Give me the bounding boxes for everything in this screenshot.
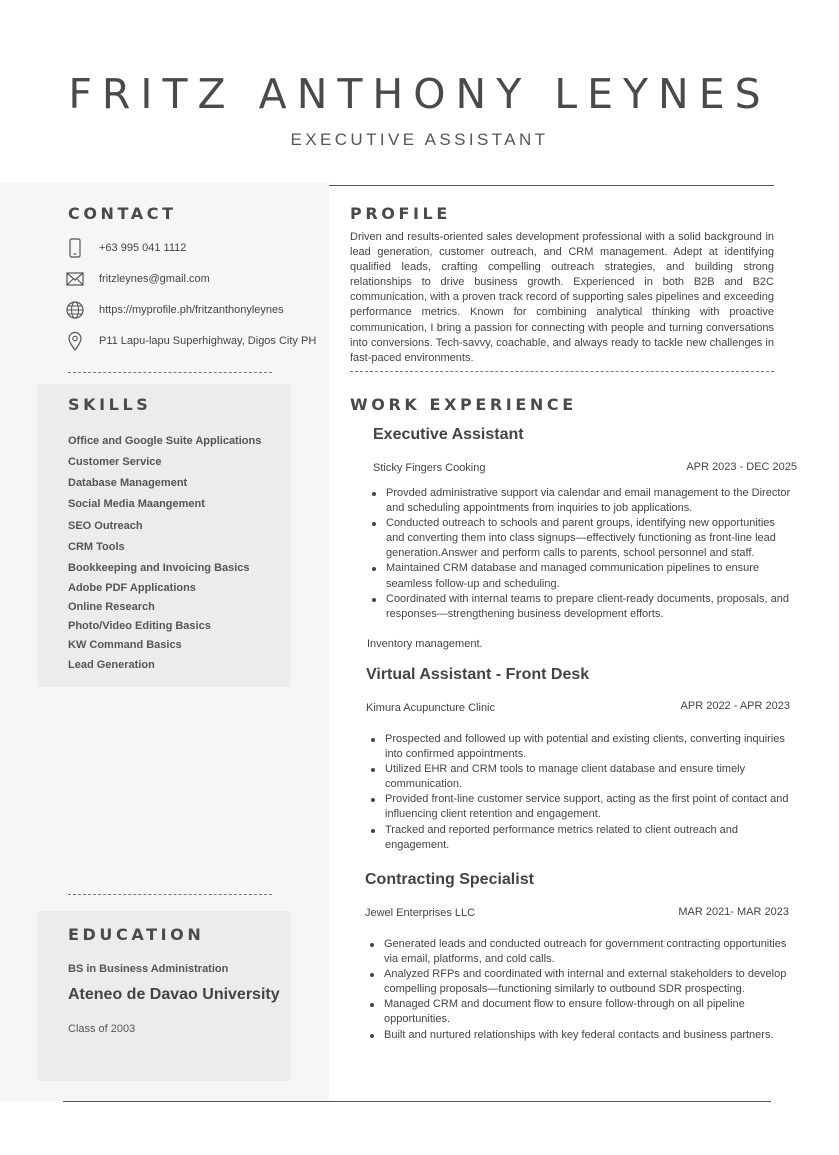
resume-title: EXECUTIVE ASSISTANT — [290, 130, 549, 149]
skills-heading: SKILLS — [68, 395, 152, 414]
job-bullet: Generated leads and conducted outreach for government contracting opportunities via email, platforms, and cold calls. — [366, 937, 796, 967]
skill-item: Social Media Maangement — [68, 498, 205, 510]
skill-item: Customer Service — [68, 456, 162, 468]
location-pin-icon — [66, 331, 84, 351]
job-title: Executive Assistant — [373, 426, 524, 443]
skill-item: KW Command Basics — [68, 639, 182, 651]
job-bullet: Analyzed RFPs and coordinated with internal and external stakeholders to develop compelling proposals—functioning similarly to outbound SDR prospecting. — [366, 967, 796, 997]
website-text: https://myprofile.ph/fritzanthonyleynes — [99, 304, 284, 316]
work-experience-heading: WORK EXPERIENCE — [350, 395, 577, 414]
job-note: Inventory management. — [367, 638, 483, 650]
globe-icon — [66, 300, 84, 320]
skill-item: Lead Generation — [68, 659, 155, 671]
education-class-year: Class of 2003 — [68, 1023, 136, 1035]
email-text: fritzleynes@gmail.com — [99, 273, 210, 285]
job-company: Jewel Enterprises LLC — [365, 907, 476, 919]
education-school: Ateneo de Davao University — [68, 986, 280, 1003]
education-degree: BS in Business Administration — [68, 963, 229, 975]
contact-address — [66, 330, 316, 352]
job-dates: MAR 2021- MAR 2023 — [678, 906, 789, 918]
bottom-divider — [63, 1101, 771, 1102]
contact-website[interactable] — [66, 299, 284, 321]
job-bullet: Provded administrative support via calendar and email management to the Director and scheduling appointments from inquiries to job applications. — [368, 486, 793, 516]
job-bullet: Prospected and followed up with potential and existing clients, converting inquiries into confirmed appointments. — [367, 732, 792, 762]
job-bullet: Utilized EHR and CRM tools to manage client database and ensure timely communication. — [367, 762, 792, 792]
job-bullet: Coordinated with internal teams to prepare client-ready documents, proposals, and responses—strengthening business development efforts. — [368, 592, 793, 622]
skill-item: Photo/Video Editing Basics — [68, 620, 211, 632]
job-bullet: Managed CRM and document flow to ensure follow-through on all pipeline opportunities. — [366, 997, 796, 1027]
skill-item: Bookkeeping and Invoicing Basics — [68, 562, 250, 574]
envelope-icon — [66, 269, 84, 289]
skill-item: SEO Outreach — [68, 520, 143, 532]
contact-divider — [68, 372, 272, 373]
job-company: Kimura Acupuncture Clinic — [366, 702, 496, 714]
skill-item: Office and Google Suite Applications — [68, 435, 262, 447]
skill-item: CRM Tools — [68, 541, 125, 553]
job-bullet: Provided front-line customer service support, acting as the first point of contact and influencing client retention and engagement. — [367, 792, 792, 822]
job-bullet: Maintained CRM database and managed communication pipelines to ensure seamless follow-up and scheduling. — [368, 561, 793, 591]
contact-heading: CONTACT — [68, 204, 177, 223]
job-bullet: Tracked and reported performance metrics related to client outreach and engagement. — [367, 823, 792, 853]
skills-divider — [68, 894, 272, 895]
skill-item: Database Management — [68, 477, 188, 489]
skill-item: Adobe PDF Applications — [68, 582, 196, 594]
job-title: Virtual Assistant - Front Desk — [366, 666, 590, 683]
address-text: P11 Lapu-lapu Superhighway, Digos City PH — [99, 335, 317, 347]
phone-text: +63 995 041 1112 — [99, 242, 187, 254]
job-bullet: Built and nurtured relationships with key federal contacts and business partners. — [366, 1028, 796, 1043]
skill-item: Online Research — [68, 601, 155, 613]
job-bullets — [368, 486, 793, 622]
phone-icon — [66, 238, 84, 258]
job-title: Contracting Specialist — [365, 871, 534, 888]
contact-email[interactable] — [66, 268, 210, 290]
job-bullets — [367, 732, 792, 853]
job-dates: APR 2023 - DEC 2025 — [686, 461, 797, 473]
profile-summary: Driven and results-oriented sales development professional with a solid background in lead generation, customer outreach, and CRM management. Adept at identifying qualified leads, crafting compelling outreach strategies, and building strong relationships to drive business growth. Experienced in both B2B and B2C communication, with a proven track record of supporting sales pipelines and exceeding performance metrics. Known for combining analytical thinking with proactive communication, I bring a passion for connecting with people and turning conversations into conversions. Tech-savvy, coachable, and always ready to tackle new challenges in fast-paced environments. — [350, 231, 774, 364]
profile-heading: PROFILE — [350, 204, 451, 223]
profile-divider — [350, 371, 774, 372]
job-bullet: Conducted outreach to schools and parent groups, identifying new opportunities and converting them into class signups—effectively functioning as front-line lead generation.Answer and perform calls to parents, school personnel and staff. — [368, 516, 793, 561]
job-dates: APR 2022 - APR 2023 — [680, 700, 790, 712]
contact-phone — [66, 237, 186, 259]
job-bullets — [366, 937, 796, 1043]
job-company: Sticky Fingers Cooking — [373, 462, 486, 474]
resume-name: FRITZ ANTHONY LEYNES — [68, 70, 771, 118]
education-heading: EDUCATION — [68, 925, 205, 944]
